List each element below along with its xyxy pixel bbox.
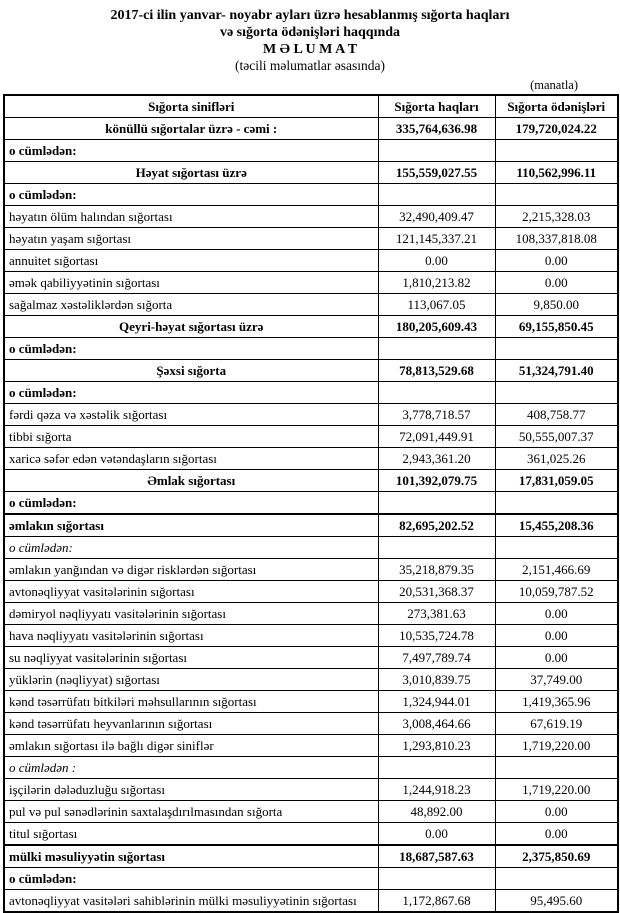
row-label: annuitet sığortası [4, 250, 378, 272]
row-label: o cümlədən: [4, 382, 378, 404]
insurance-table [3, 94, 619, 913]
row-premium-value: 1,293,810.23 [378, 735, 495, 757]
row-label: o cümlədən: [4, 338, 378, 360]
row-label: Şəxsi sığorta [4, 360, 378, 382]
row-premium-value: 20,531,368.37 [378, 581, 495, 603]
row-premium-value: 18,687,587.63 [378, 845, 495, 868]
title-line-1: 2017-ci ilin yanvar- noyabr ayları üzrə hesablanmış sığorta haqları [110, 8, 510, 23]
table-row [4, 823, 618, 846]
row-label: dəmiryol nəqliyyatı vasitələrinin sığortası [4, 603, 378, 625]
row-premium-value: 1,172,867.68 [378, 890, 495, 913]
row-payment-value: 1,419,365.96 [495, 691, 618, 713]
table-row [4, 184, 618, 206]
row-premium-value: 155,559,027.55 [378, 162, 495, 184]
row-premium-value: 35,218,879.35 [378, 559, 495, 581]
row-premium-value: 3,008,464.66 [378, 713, 495, 735]
row-premium-value: 0.00 [378, 250, 495, 272]
row-premium-value: 273,381.63 [378, 603, 495, 625]
row-premium-value: 48,892.00 [378, 801, 495, 823]
row-payment-value: 15,455,208.36 [495, 514, 618, 537]
row-payment-value: 10,059,787.52 [495, 581, 618, 603]
table-row [4, 162, 618, 184]
table-row [4, 404, 618, 426]
row-payment-value: 2,375,850.69 [495, 845, 618, 868]
row-premium-value [378, 382, 495, 404]
table-row [4, 514, 618, 537]
row-label: Əmlak sığortası [4, 470, 378, 492]
row-label: mülki məsuliyyətin sığortası [4, 845, 378, 868]
table-row [4, 470, 618, 492]
row-premium-value: 7,497,789.74 [378, 647, 495, 669]
table-row [4, 691, 618, 713]
row-payment-value: 0.00 [495, 647, 618, 669]
unit-note: (manatla) [530, 78, 578, 92]
row-label: pul və pul sənədlərinin saxtalaşdırılmasından sığorta [4, 801, 378, 823]
table-row [4, 845, 618, 868]
row-label: əmək qabiliyyətinin sığortası [4, 272, 378, 294]
row-label: o cümlədən: [4, 868, 378, 890]
row-label: fərdi qəza və xəstəlik sığortası [4, 404, 378, 426]
row-payment-value: 37,749.00 [495, 669, 618, 691]
row-label: o cümlədən: [4, 492, 378, 515]
table-row [4, 537, 618, 559]
row-premium-value: 32,490,409.47 [378, 206, 495, 228]
row-payment-value [495, 492, 618, 515]
row-premium-value: 78,813,529.68 [378, 360, 495, 382]
row-label: Həyat sığortası üzrə [4, 162, 378, 184]
table-row [4, 118, 618, 140]
row-label: kənd təsərrüfatı bitkiləri məhsullarının sığortası [4, 691, 378, 713]
row-premium-value [378, 338, 495, 360]
table-row [4, 868, 618, 890]
row-label: o cümlədən: [4, 140, 378, 162]
row-label: işçilərin dələduzluğu sığortası [4, 779, 378, 801]
table-row [4, 316, 618, 338]
row-label: əmlakın yanğından və digər risklərdən sığortası [4, 559, 378, 581]
row-premium-value [378, 757, 495, 779]
table-row [4, 448, 618, 470]
row-premium-value [378, 492, 495, 515]
row-payment-value: 51,324,791.40 [495, 360, 618, 382]
table-row [4, 625, 618, 647]
table-row [4, 382, 618, 404]
row-payment-value: 95,495.60 [495, 890, 618, 913]
row-payment-value: 50,555,007.37 [495, 426, 618, 448]
row-premium-value [378, 140, 495, 162]
row-payment-value [495, 140, 618, 162]
row-payment-value: 408,758.77 [495, 404, 618, 426]
row-premium-value: 0.00 [378, 823, 495, 846]
row-label: əmlakın sığortası [4, 514, 378, 537]
table-row [4, 647, 618, 669]
document-title-block [0, 0, 620, 74]
table-row [4, 338, 618, 360]
row-label: yüklərin (nəqliyyat) sığortası [4, 669, 378, 691]
row-label: o cümlədən: [4, 537, 378, 559]
row-premium-value: 3,778,718.57 [378, 404, 495, 426]
row-payment-value: 0.00 [495, 272, 618, 294]
table-row [4, 581, 618, 603]
row-premium-value: 1,810,213.82 [378, 272, 495, 294]
row-payment-value [495, 537, 618, 559]
table-row [4, 272, 618, 294]
row-payment-value [495, 868, 618, 890]
row-premium-value: 335,764,636.98 [378, 118, 495, 140]
table-row [4, 801, 618, 823]
row-label: o cümlədən: [4, 184, 378, 206]
table-row [4, 206, 618, 228]
row-label: həyatın yaşam sığortası [4, 228, 378, 250]
column-header-payments: Sığorta ödənişləri [495, 95, 618, 118]
table-header-row [4, 95, 618, 118]
table-row [4, 735, 618, 757]
title-line-2: və sığorta ödənişləri haqqında [219, 25, 401, 40]
row-premium-value: 1,324,944.01 [378, 691, 495, 713]
table-row [4, 294, 618, 316]
row-label: tibbi sığorta [4, 426, 378, 448]
row-premium-value: 121,145,337.21 [378, 228, 495, 250]
row-label: əmlakın sığortası ilə bağlı digər siniflər [4, 735, 378, 757]
row-premium-value: 101,392,079.75 [378, 470, 495, 492]
row-payment-value: 0.00 [495, 823, 618, 846]
row-premium-value: 113,067.05 [378, 294, 495, 316]
table-row [4, 492, 618, 515]
column-header-premiums: Sığorta haqları [378, 95, 495, 118]
row-payment-value: 1,719,220.00 [495, 735, 618, 757]
row-label: avtonəqliyyat vasitələrinin sığortası [4, 581, 378, 603]
row-label: Qeyri-həyat sığortası üzrə [4, 316, 378, 338]
row-premium-value: 10,535,724.78 [378, 625, 495, 647]
row-payment-value: 110,562,996.11 [495, 162, 618, 184]
insurance-table-body [4, 118, 618, 913]
row-payment-value [495, 382, 618, 404]
column-header-insurance-classes: Sığorta sinifləri [4, 95, 378, 118]
row-premium-value: 2,943,361.20 [378, 448, 495, 470]
table-row [4, 228, 618, 250]
row-label: avtonəqliyyat vasitələri sahiblərinin mülki məsuliyyətinin sığortası [4, 890, 378, 913]
row-label: su nəqliyyat vasitələrinin sığortası [4, 647, 378, 669]
row-payment-value: 0.00 [495, 801, 618, 823]
title-line-3: M Ə L U M A T [262, 42, 358, 57]
row-premium-value: 72,091,449.91 [378, 426, 495, 448]
row-premium-value: 82,695,202.52 [378, 514, 495, 537]
row-label: sağalmaz xəstəliklərdən sığorta [4, 294, 378, 316]
table-row [4, 426, 618, 448]
row-payment-value: 0.00 [495, 603, 618, 625]
row-premium-value: 180,205,609.43 [378, 316, 495, 338]
row-label: kənd təsərrüfatı heyvanlarının sığortası [4, 713, 378, 735]
row-payment-value: 179,720,024.22 [495, 118, 618, 140]
table-row [4, 713, 618, 735]
table-row [4, 779, 618, 801]
row-label: hava nəqliyyatı vasitələrinin sığortası [4, 625, 378, 647]
row-payment-value [495, 338, 618, 360]
row-payment-value: 17,831,059.05 [495, 470, 618, 492]
table-row [4, 669, 618, 691]
title-line-4: (təcili məlumatlar əsasında) [235, 58, 385, 73]
row-premium-value: 3,010,839.75 [378, 669, 495, 691]
row-payment-value: 0.00 [495, 250, 618, 272]
row-payment-value: 0.00 [495, 625, 618, 647]
row-payment-value: 361,025.26 [495, 448, 618, 470]
row-premium-value [378, 184, 495, 206]
table-row [4, 603, 618, 625]
row-payment-value [495, 757, 618, 779]
row-payment-value: 1,719,220.00 [495, 779, 618, 801]
row-payment-value: 67,619.19 [495, 713, 618, 735]
row-payment-value: 69,155,850.45 [495, 316, 618, 338]
table-row [4, 890, 618, 913]
row-premium-value [378, 537, 495, 559]
row-payment-value: 2,215,328.03 [495, 206, 618, 228]
table-row [4, 559, 618, 581]
row-label: könüllü sığortalar üzrə - cəmi : [4, 118, 378, 140]
table-row [4, 360, 618, 382]
row-payment-value: 2,151,466.69 [495, 559, 618, 581]
row-payment-value [495, 184, 618, 206]
row-label: o cümlədən : [4, 757, 378, 779]
row-premium-value [378, 868, 495, 890]
row-premium-value: 1,244,918.23 [378, 779, 495, 801]
row-label: xaricə səfər edən vətəndaşların sığortası [4, 448, 378, 470]
row-label: titul sığortası [4, 823, 378, 846]
row-label: həyatın ölüm halından sığortası [4, 206, 378, 228]
row-payment-value: 9,850.00 [495, 294, 618, 316]
table-row [4, 757, 618, 779]
row-payment-value: 108,337,818.08 [495, 228, 618, 250]
table-row [4, 140, 618, 162]
table-row [4, 250, 618, 272]
